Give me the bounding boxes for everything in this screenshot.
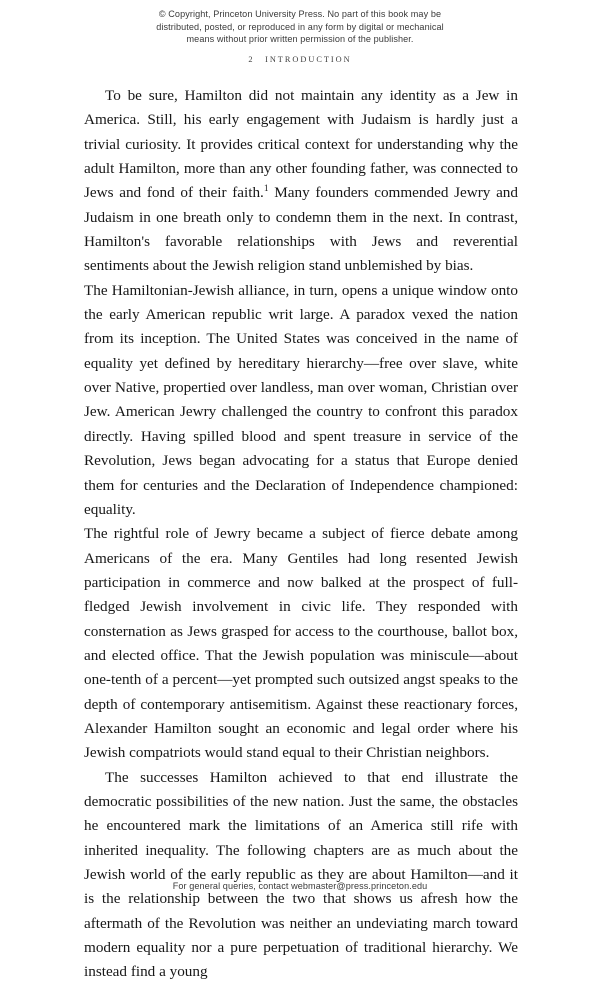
page-number: 2 [248, 55, 255, 64]
footnote-reference-1[interactable]: 1 [263, 184, 269, 195]
copyright-line-3: means without prior written permission of the publisher. [186, 34, 414, 45]
body-text-block [84, 84, 518, 985]
paragraph-4: The successes Hamilton achieved to that end illustrate the democratic possibilities of the new nation. Just the same, the obstacles he encountered mark the limitations of an America still rife with inherited inequality. The following chapters are as much about the Jewish world of the early republic as they are about Hamilton—and it is the relationship between the two that shows us afresh how the aftermath of the Revolution was neither an undeviating march toward modern equality nor a pure perpetuation of traditional hierarchy. We instead find a young [84, 768, 518, 981]
paragraph-1-text-after-footnote: Many founders commended Jewry and Judaism in one breath only to condemn them in the next. In contrast, Hamilton's favorable relationships with Jews and reverential sentiments about the Jewish religion stand unblemished by bias. [84, 184, 518, 275]
paragraph-3: The rightful role of Jewry became a subject of fierce debate among Americans of the era. Many Gentiles had long resented Jewish participation in commerce and now balked at the prospect of full-fledged Jewish involvement in civic life. They responded with consternation as Jews grasped for access to the courthouse, ballot box, and elected office. That the Jewish population was miniscule—about one-tenth of a percent—yet prompted such outsized angst speaks to the depth of contemporary antisemitism. Against these reactionary forces, Alexander Hamilton sought an economic and legal order where his Jewish compatriots would stand equal to their Christian neighbors. [84, 525, 518, 762]
copyright-line-1: © Copyright, Princeton University Press. No part of this book may be [158, 9, 442, 19]
copyright-line-2: distributed, posted, or reproduced in any form by digital or mechanical [156, 21, 444, 32]
copyright-notice [126, 8, 474, 46]
running-head [0, 55, 600, 64]
footer-queries-notice: For general queries, contact webmaster@press.princeton.edu [172, 881, 428, 891]
paragraph-1 [84, 84, 518, 279]
paragraph-1-text-before-footnote: To be sure, Hamilton did not maintain any identity as a Jew in America. Still, his early engagement with Judaism is hardly just a trivial curiosity. It provides critical context for understanding why the adult Hamilton, more than any other founding father, was connected to Jews and fond of their faith. [84, 87, 518, 202]
running-head-title: INTRODUCTION [265, 55, 352, 64]
paragraph-2: The Hamiltonian-Jewish alliance, in turn, opens a unique window onto the early American republic writ large. A paradox vexed the nation from its inception. The United States was conceived in the name of equality yet defined by hereditary hierarchy—free over slave, white over Native, propertied over landless, man over woman, Christian over Jew. American Jewry challenged the country to confront this paradox directly. Having spilled blood and spent treasure in service of the Revolution, Jews began advocating for a status that Europe denied them for centuries and the Declaration of Independence championed: equality. [84, 281, 518, 518]
